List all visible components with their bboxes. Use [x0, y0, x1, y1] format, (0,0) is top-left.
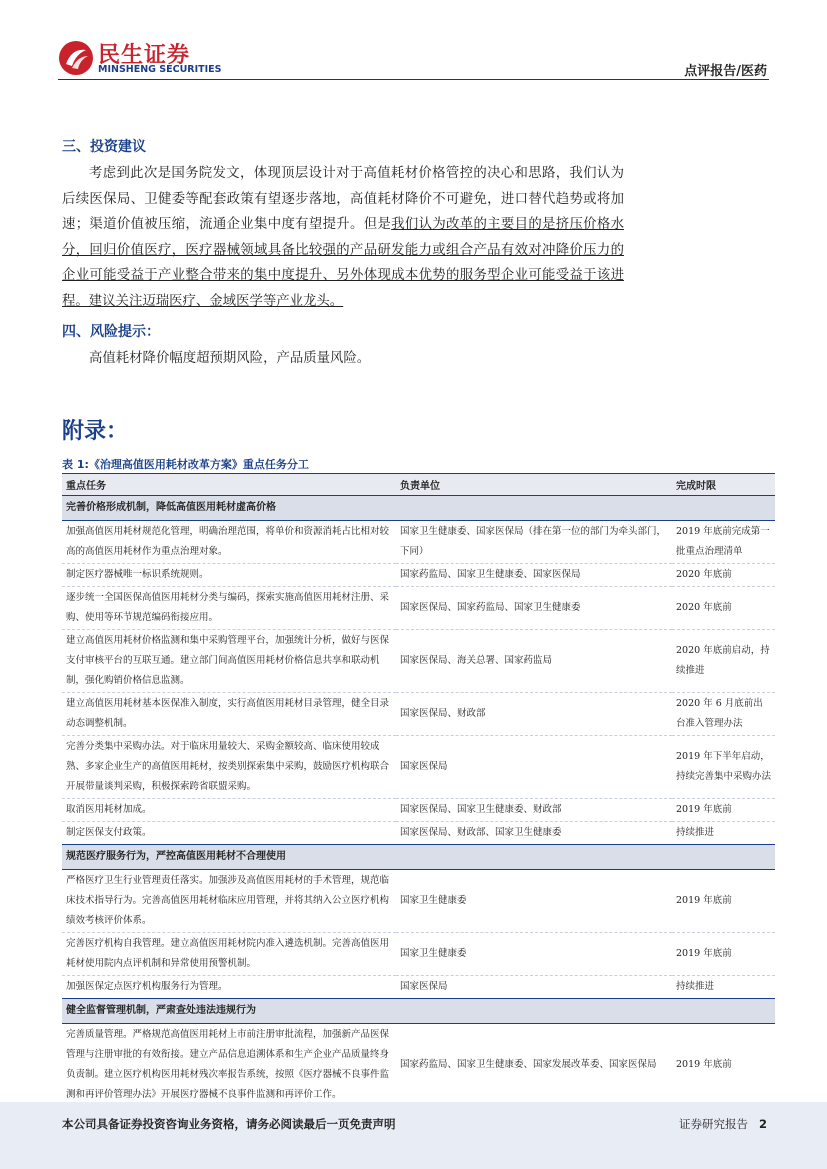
table-row	[62, 693, 775, 736]
task-table	[62, 473, 775, 1107]
deadline-cell: 2019 年底前	[672, 933, 775, 976]
investment-advice-paragraph	[62, 161, 624, 314]
logo-english-name: MINSHENG SECURITIES	[98, 64, 222, 75]
appendix-title: 附录：	[62, 419, 129, 444]
task-cell: 严格医疗卫生行业管理责任落实。加强涉及高值医用耗材的手术管理，规范临床技术指导行为。完善高值医用耗材临床应用管理，并将其纳入公立医疗机构绩效考核评价体系。	[62, 870, 396, 933]
unit-cell: 国家药监局、国家卫生健康委、国家发展改革委、国家医保局	[396, 1024, 672, 1107]
category-label: 健全监督管理机制，严肃查处违法违规行为	[62, 999, 775, 1024]
unit-cell: 国家医保局	[396, 976, 672, 999]
deadline-cell: 2019 年底前完成第一批重点治理清单	[672, 521, 775, 564]
category-label: 规范医疗服务行为，严控高值医用耗材不合理使用	[62, 845, 775, 870]
table-row	[62, 976, 775, 999]
task-cell: 建立高值医用耗材价格监测和集中采购管理平台，加强统计分析，做好与医保支付审核平台的互联互通。建立部门间高值医用耗材价格信息共享和联动机制，强化购销价格信息监测。	[62, 630, 396, 693]
deadline-cell: 2019 年下半年启动，持续完善集中采购办法	[672, 736, 775, 799]
deadline-cell: 2020 年底前启动，持续推进	[672, 630, 775, 693]
section-title-risk: 四、风险提示：	[62, 324, 160, 340]
task-cell: 取消医用耗材加成。	[62, 799, 396, 822]
table-row	[62, 521, 775, 564]
unit-cell: 国家医保局、财政部	[396, 693, 672, 736]
task-cell: 逐步统一全国医保高值医用耗材分类与编码，探索实施高值医用耗材注册、采购、使用等环节规范编码衔接应用。	[62, 587, 396, 630]
category-row	[62, 845, 775, 870]
paragraph-underlined-text: 我们认为改革的主要目的是挤压价格水分，回归价值医疗，医疗器械领域具备比较强的产品研发能力或组合产品有效对冲降价压力的企业可能受益于产业整合带来的集中度提升、另外体现成本优势的服务型企业可能受益于该进程。建议关注迈瑞医疗、金域医学等产业龙头。	[62, 217, 625, 309]
report-type: 点评报告/医药	[684, 64, 767, 79]
column-header-unit: 负责单位	[396, 474, 672, 496]
table-row	[62, 630, 775, 693]
deadline-cell: 持续推进	[672, 822, 775, 845]
footer-doc-type: 证券研究报告	[679, 1117, 749, 1131]
unit-cell: 国家医保局	[396, 736, 672, 799]
deadline-cell: 2019 年底前	[672, 1024, 775, 1107]
table-row	[62, 736, 775, 799]
table-row	[62, 1024, 775, 1107]
section-title-investment-advice: 三、投资建议	[62, 139, 146, 155]
table-row	[62, 822, 775, 845]
table-header-row	[62, 474, 775, 496]
deadline-cell: 2020 年底前	[672, 564, 775, 587]
task-cell: 完善医疗机构自我管理。建立高值医用耗材院内准入遴选机制。完善高值医用耗材使用院内点评机制和异常使用预警机制。	[62, 933, 396, 976]
table-row	[62, 587, 775, 630]
table-row	[62, 870, 775, 933]
deadline-cell: 持续推进	[672, 976, 775, 999]
category-label: 完善价格形成机制，降低高值医用耗材虚高价格	[62, 496, 775, 521]
header-divider	[58, 79, 769, 80]
category-row	[62, 496, 775, 521]
task-cell: 制定医疗器械唯一标识系统规则。	[62, 564, 396, 587]
column-header-deadline: 完成时限	[672, 474, 775, 496]
deadline-cell: 2020 年 6 月底前出台准入管理办法	[672, 693, 775, 736]
table-row	[62, 799, 775, 822]
unit-cell: 国家卫生健康委、国家医保局（排在第一位的部门为牵头部门，下同）	[396, 521, 672, 564]
logo-chinese-name: 民生证券	[98, 43, 191, 68]
table-row	[62, 933, 775, 976]
task-cell: 完善质量管理。严格规范高值医用耗材上市前注册审批流程，加强新产品医保管理与注册审批的有效衔接。建立产品信息追溯体系和生产企业产品质量终身负责制。建立医疗机构医用耗材残次率报告系统，按照《医疗器械不良事件监测和再评价管理办法》开展医疗器械不良事件监测和再评价工作。	[62, 1024, 396, 1107]
table-row	[62, 564, 775, 587]
deadline-cell: 2019 年底前	[672, 870, 775, 933]
risk-paragraph: 高值耗材降价幅度超预期风险，产品质量风险。	[89, 351, 371, 366]
category-row	[62, 999, 775, 1024]
unit-cell: 国家医保局、国家卫生健康委、财政部	[396, 799, 672, 822]
minsheng-logo-icon	[58, 40, 94, 76]
task-cell: 建立高值医用耗材基本医保准入制度，实行高值医用耗材目录管理，健全目录动态调整机制。	[62, 693, 396, 736]
unit-cell: 国家卫生健康委	[396, 933, 672, 976]
task-cell: 完善分类集中采购办法。对于临床用量较大、采购金额较高、临床使用较成熟、多家企业生产的高值医用耗材，按类别探索集中采购，鼓励医疗机构联合开展带量谈判采购，积极探索跨省联盟采购。	[62, 736, 396, 799]
paragraph-text: 考虑到此次是国务院发文，体现顶层设计对于高值耗材价格管控的决心和思路，我们认为后续医保局、卫健委等配套政策有望逐步落地，高值耗材降价不可避免，进口替代趋势或将加速；渠道价值被压缩，流通企业集中度有望提升。但是	[62, 166, 624, 232]
deadline-cell: 2020 年底前	[672, 587, 775, 630]
unit-cell: 国家卫生健康委	[396, 870, 672, 933]
task-cell: 加强高值医用耗材规范化管理，明确治理范围，将单价和资源消耗占比相对较高的高值医用耗材作为重点治理对象。	[62, 521, 396, 564]
table-caption: 表 1:《治理高值医用耗材改革方案》重点任务分工	[62, 458, 309, 471]
unit-cell: 国家医保局、财政部、国家卫生健康委	[396, 822, 672, 845]
unit-cell: 国家医保局、国家药监局、国家卫生健康委	[396, 587, 672, 630]
footer-right	[679, 1116, 767, 1132]
deadline-cell: 2019 年底前	[672, 799, 775, 822]
unit-cell: 国家药监局、国家卫生健康委、国家医保局	[396, 564, 672, 587]
column-header-task: 重点任务	[62, 474, 396, 496]
unit-cell: 国家医保局、海关总署、国家药监局	[396, 630, 672, 693]
task-cell: 制定医保支付政策。	[62, 822, 396, 845]
footer-bar	[0, 1102, 827, 1169]
page-number: 2	[758, 1117, 767, 1131]
footer-disclaimer: 本公司具备证券投资咨询业务资格，请务必阅读最后一页免责声明	[62, 1117, 396, 1131]
task-cell: 加强医保定点医疗机构服务行为管理。	[62, 976, 396, 999]
